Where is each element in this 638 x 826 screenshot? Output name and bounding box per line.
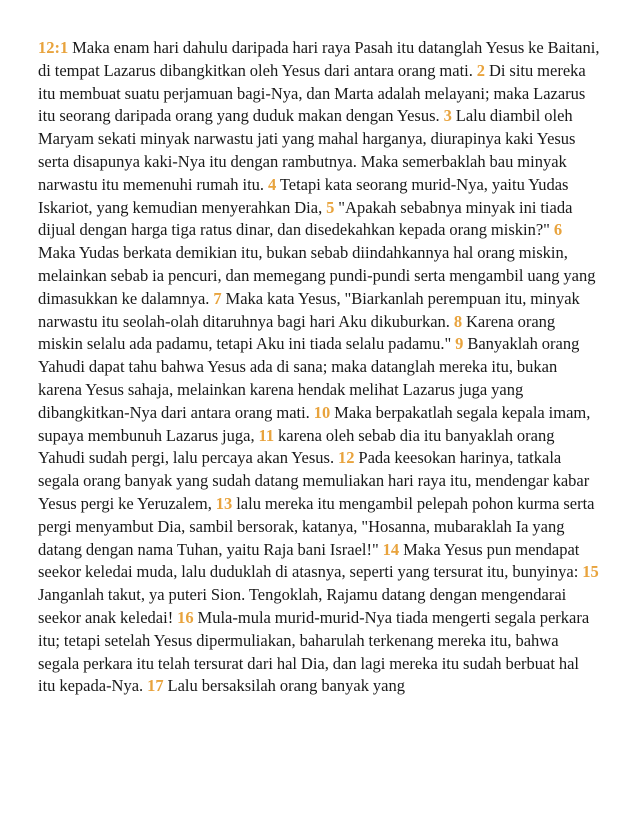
verse-number: 17 [147,676,164,696]
verse-text: Banyaklah orang Yahudi dapat tahu bahwa Yesus ada di sana; maka datanglah mereka itu, bukan karena Yesus sahaja, melainkan karena hendak melihat Lazarus juga yang dibangkitkan-Nya dari antara orang mati. [38,334,580,422]
verse-number: 2 [476,60,486,80]
verse-text: Maka enam hari dahulu daripada hari raya Pasah itu datanglah Yesus ke Baitani, di tempat Lazarus dibangkitkan oleh Yesus dari antara orang mati. [38,38,600,80]
verse-number: 8 [453,311,463,331]
verse-text: Maka kata Yesus, "Biarkanlah perempuan itu, minyak narwastu itu seolah-olah ditaruhnya bagi hari Aku dikuburkan. [38,288,580,331]
verse-text: Lalu diambil oleh Maryam sekati minyak narwastu jati yang mahal harganya, diurapinya kaki Yesus serta disapunya kaki-Nya itu dengan rambutnya. Maka semerbaklah bau minyak narwastu itu memenuhi rumah itu. [38,106,576,194]
verse-text: Janganlah takut, ya puteri Sion. Tengoklah, Rajamu datang dengan mengendarai seekor anak keledai! [38,585,567,627]
scripture-passage [38,37,600,698]
verse-text: Maka Yesus pun mendapat seekor keledai muda, lalu duduklah di atasnya, seperti yang tersurat itu, bunyinya: [38,539,583,582]
verse-text: Mula-mula murid-murid-Nya tiada mengerti segala perkara itu; tetapi setelah Yesus dipermuliakan, baharulah terkenang mereka itu, bahwa segala perkara itu telah tersurat dari hal Dia, dan lagi mereka itu sudah berbuat hal itu kepada-Nya. [38,607,590,696]
verse-text: Maka berpakatlah segala kepala imam, supaya membunuh Lazarus juga, [38,402,591,445]
verse-text: Tetapi kata seorang murid-Nya, yaitu Yudas Iskariot, yang kemudian menyerahkan Dia, [38,174,569,217]
verse-text: "Apakah sebabnya minyak ini tiada dijual dengan harga tiga ratus dinar, dan disedekahkan kepada orang miskin?" [38,197,573,240]
verse-number: 16 [177,607,194,627]
verse-number: 10 [313,402,331,422]
verse-number: 12 [338,448,355,468]
verse-number: 15 [582,562,599,582]
verse-text: Lalu bersaksilah orang banyak yang [163,676,405,696]
verse-text: Karena orang miskin selalu ada padamu, tetapi Aku ini tiada selalu padamu." [38,311,556,354]
verse-number: 13 [215,493,233,513]
verse-text: karena oleh sebab dia itu banyaklah orang Yahudi sudah pergi, lalu percaya akan Yesus. [38,425,555,468]
verse-text: Pada keesokan harinya, tatkala segala orang banyak yang sudah datang memuliakan hari raya itu, mendengar kabar Yesus pergi ke Yeruzalem, [38,448,590,513]
verse-text: lalu mereka itu mengambil pelepah pohon kurma serta pergi menyambut Dia, sambil bersorak, katanya, "Hosanna, mubaraklah Ia yang datang dengan nama Tuhan, yaitu Raja bani Israel!" [38,493,595,559]
verse-number: 9 [455,334,464,354]
verse-number: 7 [213,288,222,308]
verse-number: 11 [258,425,275,445]
verse-number: 14 [382,539,400,559]
verse-number: 3 [443,106,452,126]
verse-text: Di situ mereka itu membuat suatu perjamuan bagi-Nya, dan Marta adalah melayani; maka Lazarus itu seorang daripada orang yang duduk makan dengan Yesus. [38,60,586,126]
verse-text: Maka Yudas berkata demikian itu, bukan sebab diindahkannya hal orang miskin, melainkan sebab ia pencuri, dan memegang pundi-pundi serta mengambil uang yang dimasukkan ke dalamnya. [38,243,596,308]
verse-number: 5 [326,197,335,217]
verse-number: 4 [267,174,277,194]
verse-number: 6 [553,220,563,240]
verse-number: 12:1 [38,38,69,57]
